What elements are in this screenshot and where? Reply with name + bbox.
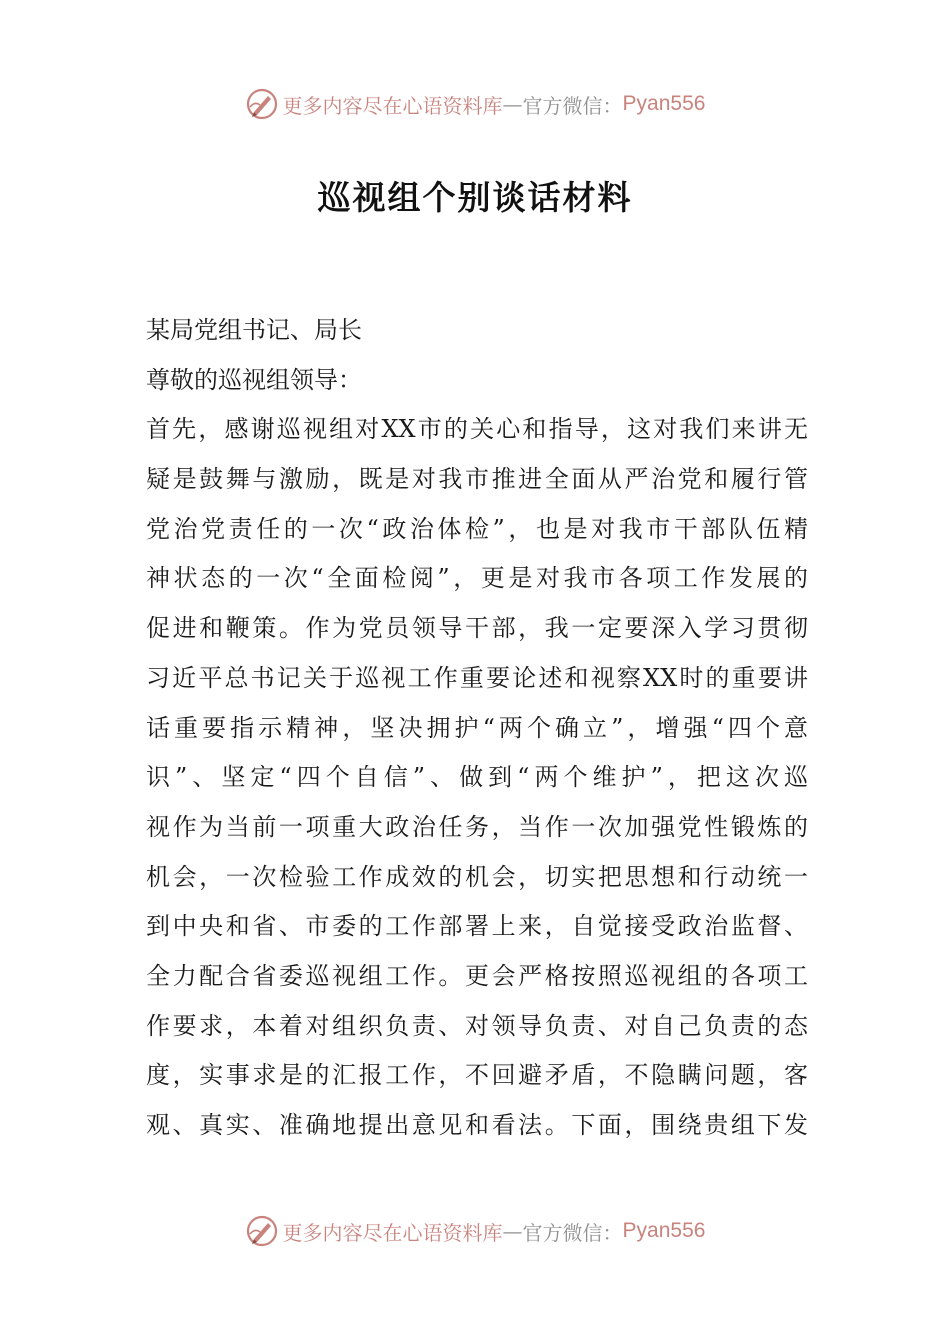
body-line: 到中央和省、市委的工作部署上来，自觉接受政治监督、 xyxy=(146,912,808,941)
banner-text: 更多内容尽在心语资料库 xyxy=(282,93,503,118)
body-line: 机会，一次检验工作成效的机会，切实把思想和行动统一 xyxy=(146,862,808,891)
banner-wechat-id: Pyan556 xyxy=(622,92,706,115)
body-line: 度，实事求是的汇报工作，不回避矛盾，不隐瞒问题，客 xyxy=(146,1061,808,1090)
author-line: 某局党组书记、局长 xyxy=(146,316,362,344)
banner-wechat-id: Pyan556 xyxy=(622,1219,706,1242)
header-banner xyxy=(0,84,950,124)
body-line: 视作为当前一项重大政治任务，当作一次加强党性锻炼的 xyxy=(146,812,808,841)
body-line: 全力配合省委巡视组工作。更会严格按照巡视组的各项工 xyxy=(146,961,808,990)
body-line: 观、真实、准确地提出意见和看法。下面，围绕贵组下发 xyxy=(146,1111,808,1139)
document-title: 巡视组个别谈话材料 xyxy=(317,178,633,217)
body-line: 识”、坚定“四个自信”、做到“两个维护”，把这次巡 xyxy=(146,763,808,792)
footer-banner xyxy=(0,1211,950,1251)
body-line: 话重要指示精神，坚决拥护“两个确立”，增强“四个意 xyxy=(146,713,808,742)
body-line: 促进和鞭策。作为党员领导干部，我一定要深入学习贯彻 xyxy=(146,614,808,643)
pen-logo-icon xyxy=(245,1214,279,1248)
body-line: 神状态的一次“全面检阅”，更是对我市各项工作发展的 xyxy=(146,564,808,593)
body-line: 习近平总书记关于巡视工作重要论述和视察XX时的重要讲 xyxy=(146,663,808,692)
body-line: 作要求，本着对组织负责、对领导负责、对自己负责的态 xyxy=(146,1011,808,1040)
salutation-line: 尊敬的巡视组领导： xyxy=(146,365,362,394)
document-body xyxy=(146,306,808,1151)
banner-text: 更多内容尽在心语资料库 xyxy=(282,1220,503,1245)
banner-wechat-label: 官方微信： xyxy=(522,93,623,118)
banner-wechat-label: 官方微信： xyxy=(522,1220,623,1245)
banner-separator: — xyxy=(502,92,523,116)
pen-logo-icon xyxy=(245,87,279,121)
body-line: 疑是鼓舞与激励，既是对我市推进全面从严治党和履行管 xyxy=(146,465,808,494)
body-line: 党治党责任的一次“政治体检”，也是对我市干部队伍精 xyxy=(146,514,808,543)
body-line: 首先，感谢巡视组对XX市的关心和指导，这对我们来讲无 xyxy=(146,415,808,444)
banner-separator: — xyxy=(502,1219,523,1243)
